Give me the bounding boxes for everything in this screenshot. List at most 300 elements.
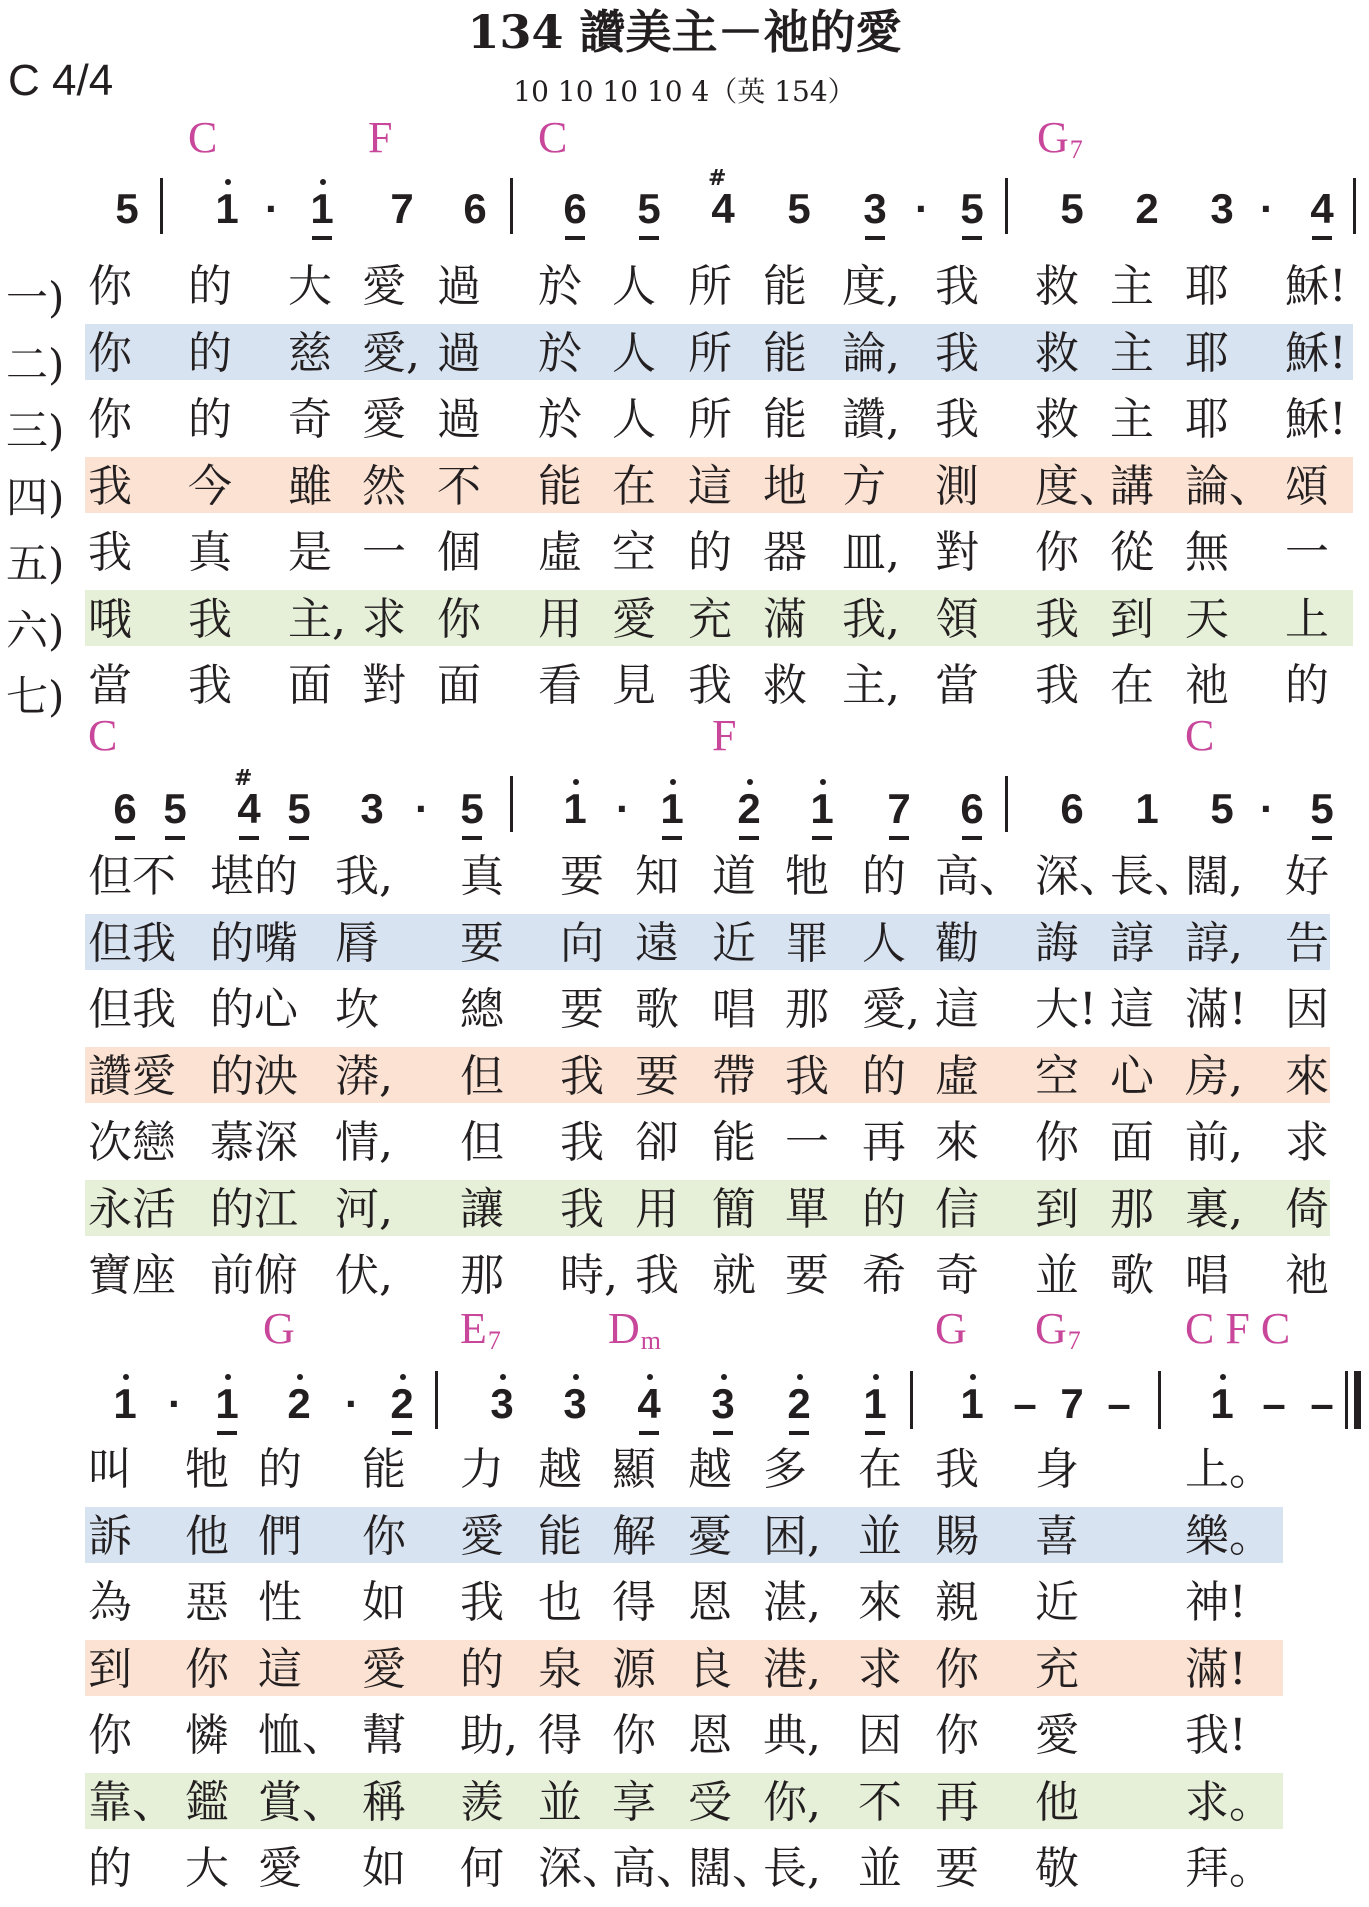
- lyric-char: 救: [763, 660, 807, 711]
- lyric-char: 永活: [88, 1183, 176, 1235]
- lyric-char: 滿!: [1185, 984, 1247, 1035]
- lyric-char: 充: [688, 593, 732, 645]
- verse-number: 七): [6, 672, 65, 721]
- lyric-char: 來: [858, 1577, 902, 1628]
- lyric-char: 耶: [1185, 261, 1229, 312]
- lyric-char: 我: [460, 1577, 504, 1628]
- verse-number: 一): [6, 273, 65, 322]
- lyric-char: 地: [763, 460, 807, 512]
- lyric-char: 當: [935, 660, 979, 711]
- lyric-char: 敬: [1035, 1843, 1079, 1894]
- lyric-char: 再: [935, 1776, 979, 1828]
- lyric-char: 我: [688, 660, 732, 711]
- lyric-char: 助,: [460, 1710, 518, 1761]
- note: 5: [632, 188, 666, 230]
- key-signature: C 4/4: [8, 56, 114, 105]
- note: –: [1107, 1380, 1131, 1427]
- lyric-char: 真: [460, 851, 504, 902]
- lyric-char: 我: [560, 1183, 604, 1235]
- lyric-char: 歌: [1110, 1250, 1154, 1301]
- lyric-char: 單: [785, 1183, 829, 1235]
- note: 3: [360, 785, 384, 832]
- lyric-char: 受: [688, 1776, 732, 1828]
- lyric-char: 主: [1110, 394, 1154, 445]
- note: 6: [955, 788, 989, 830]
- barline: [1158, 1371, 1161, 1429]
- chord-symbol: $G_7$: [1035, 1304, 1081, 1355]
- lyric-char: 不: [858, 1776, 902, 1828]
- note: –: [1310, 1380, 1334, 1427]
- note: 2: [282, 1383, 316, 1425]
- note: 5: [115, 185, 139, 232]
- lyric-char: 那: [1110, 1183, 1154, 1235]
- lyric-char: 我: [88, 527, 132, 578]
- lyric-char: 真: [188, 527, 232, 578]
- lyric-char: 一: [362, 527, 406, 578]
- lyric-char: 羨: [460, 1776, 504, 1828]
- note: 4: [232, 788, 266, 830]
- lyric-char: 誨: [1035, 917, 1079, 969]
- lyric-char: 你: [437, 593, 481, 645]
- lyric-char: 我: [635, 1250, 679, 1301]
- lyric-char: 的江: [210, 1183, 298, 1235]
- lyric-char: 信: [935, 1183, 979, 1235]
- note: 2: [732, 788, 766, 830]
- note: 1: [558, 788, 592, 830]
- note: 6: [558, 188, 592, 230]
- lyric-char: 幫: [362, 1710, 406, 1761]
- lyric-char: 鑑: [185, 1776, 229, 1828]
- lyric-char: 祂: [1185, 660, 1229, 711]
- lyric-char: 求: [858, 1643, 902, 1695]
- lyric-char: 雖: [288, 460, 332, 512]
- lyric-char: 我: [935, 261, 979, 312]
- octave-dot: [647, 1374, 653, 1380]
- lyric-char: 大: [288, 261, 332, 312]
- octave-dot: [721, 1374, 727, 1380]
- lyric-char: 闊,: [1185, 851, 1243, 902]
- lyric-char: 器: [763, 527, 807, 578]
- octave-dot: [297, 1374, 303, 1380]
- lyric-char: 寶座: [88, 1250, 176, 1301]
- note: 1: [805, 788, 839, 830]
- lyric-char: 你: [612, 1710, 656, 1761]
- lyric-char: 過: [437, 394, 481, 445]
- lyric-char: 靠、: [88, 1776, 176, 1828]
- barline: [1005, 776, 1008, 832]
- lyric-char: 你: [88, 394, 132, 445]
- lyric-char: 泉: [538, 1643, 582, 1695]
- lyric-char: 良: [688, 1643, 732, 1695]
- octave-dot: [970, 1374, 976, 1380]
- lyric-char: 要: [560, 851, 604, 902]
- lyric-char: 前,: [1185, 1117, 1243, 1168]
- octave-dot: [797, 1374, 803, 1380]
- lyric-char: 方: [842, 460, 886, 512]
- lyric-char: 但我: [88, 917, 176, 969]
- lyric-char: 典,: [763, 1710, 821, 1761]
- chord-quality: m: [640, 1326, 662, 1355]
- lyric-char: 我: [1035, 593, 1079, 645]
- barline: [510, 178, 513, 234]
- lyric-char: 見: [612, 660, 656, 711]
- lyric-char: 救: [1035, 261, 1079, 312]
- lyric-char: 樂。: [1185, 1510, 1273, 1562]
- lyric-char: 越: [688, 1444, 732, 1495]
- hymn-title: 134 讚美主－祂的愛: [467, 5, 902, 59]
- lyric-char: 於: [538, 327, 582, 379]
- lyric-char: 能: [763, 327, 807, 379]
- lyric-char: 空: [612, 527, 656, 578]
- note: ·: [915, 185, 929, 232]
- lyric-char: 這: [1110, 984, 1154, 1035]
- lyric-char: 你: [88, 1710, 132, 1761]
- note: 4: [711, 185, 735, 232]
- octave-dot: [225, 179, 231, 185]
- note: 1: [210, 188, 244, 230]
- lyric-char: 到: [88, 1643, 132, 1695]
- lyric-char: 伏,: [335, 1250, 393, 1301]
- lyric-char: 你: [935, 1643, 979, 1695]
- lyric-char: 你: [185, 1643, 229, 1695]
- chord-quality: 7: [1069, 135, 1083, 164]
- lyric-char: 我!: [1185, 1710, 1247, 1761]
- barline: [510, 776, 513, 832]
- lyric-char: 身: [1035, 1444, 1079, 1495]
- lyric-char: 在: [612, 460, 656, 512]
- lyric-char: 主: [1110, 261, 1154, 312]
- lyric-char: 人: [862, 917, 906, 969]
- lyric-char: 讚愛: [88, 1050, 176, 1102]
- lyric-char: 多: [763, 1444, 807, 1495]
- lyric-char: 我: [935, 327, 979, 379]
- lyric-char: 的: [258, 1444, 302, 1495]
- lyric-char: 領: [935, 593, 979, 645]
- lyric-char: 諄: [1110, 917, 1154, 969]
- lyric-char: 面: [437, 660, 481, 711]
- lyric-char: 總: [460, 984, 504, 1035]
- chord-symbol: G: [935, 1304, 967, 1353]
- lyric-char: 為: [88, 1577, 132, 1628]
- lyric-char: 的泱: [210, 1050, 298, 1102]
- lyric-char: 愛: [362, 394, 406, 445]
- lyric-char: 要: [935, 1843, 979, 1894]
- lyric-char: 那: [460, 1250, 504, 1301]
- lyric-char: 但: [460, 1117, 504, 1168]
- chord-symbol: C: [188, 113, 218, 162]
- lyric-char: 叫: [88, 1444, 132, 1495]
- lyric-char: 漭,: [335, 1050, 393, 1102]
- lyric-char: 訴: [88, 1510, 132, 1562]
- lyric-char: 大!: [1035, 984, 1097, 1035]
- lyric-char: 源: [612, 1643, 656, 1695]
- lyric-char: 我: [560, 1117, 604, 1168]
- lyric-char: 我,: [842, 593, 900, 645]
- lyric-char: 我: [935, 1444, 979, 1495]
- lyric-char: 的: [188, 394, 232, 445]
- lyric-char: 虛: [538, 527, 582, 578]
- lyric-char: 情,: [335, 1117, 393, 1168]
- lyric-char: 所: [688, 327, 732, 379]
- lyric-char: 高、: [612, 1843, 700, 1894]
- lyric-char: 我: [188, 593, 232, 645]
- lyric-char: 憂: [688, 1510, 732, 1562]
- chord-symbol: G: [263, 1304, 295, 1353]
- lyric-char: 港,: [763, 1643, 821, 1695]
- note: 5: [955, 188, 989, 230]
- lyric-char: 的: [862, 1183, 906, 1235]
- lyric-char: 無: [1185, 527, 1229, 578]
- lyric-char: 並: [858, 1843, 902, 1894]
- lyric-char: 能: [763, 261, 807, 312]
- lyric-char: 知: [635, 851, 679, 902]
- lyric-char: 到: [1110, 593, 1154, 645]
- lyric-char: 人: [612, 261, 656, 312]
- lyric-char: 好: [1285, 851, 1329, 902]
- lyric-char: 賜: [935, 1510, 979, 1562]
- lyric-char: 度,: [842, 261, 900, 312]
- chord-symbol: $D_m$: [608, 1304, 662, 1355]
- note: 5: [1305, 788, 1339, 830]
- lyric-char: 要: [560, 984, 604, 1035]
- octave-dot: [820, 779, 826, 785]
- lyric-char: 闊、: [688, 1843, 776, 1894]
- barline: [435, 1371, 438, 1429]
- sharp-sign: #: [708, 166, 727, 191]
- lyric-char: 從: [1110, 527, 1154, 578]
- lyric-char: 愛: [460, 1510, 504, 1562]
- lyric-char: 解: [612, 1510, 656, 1562]
- lyric-char: 遠: [635, 917, 679, 969]
- note: ·: [168, 1380, 182, 1427]
- note: 2: [1135, 185, 1159, 232]
- lyric-char: 充: [1035, 1643, 1079, 1695]
- lyric-char: 他: [1035, 1776, 1079, 1828]
- lyric-char: 喜: [1035, 1510, 1079, 1562]
- lyric-char: 能: [712, 1117, 756, 1168]
- lyric-char: 當: [88, 660, 132, 711]
- octave-dot: [320, 179, 326, 185]
- lyric-char: 如: [362, 1577, 406, 1628]
- lyric-char: 看: [538, 660, 582, 711]
- lyric-char: 於: [538, 394, 582, 445]
- note: 7: [882, 788, 916, 830]
- lyric-char: 你: [88, 261, 132, 312]
- lyric-char: 祂: [1285, 1250, 1329, 1301]
- note: 5: [787, 185, 811, 232]
- lyric-char: 論,: [842, 327, 900, 379]
- lyric-char: 卻: [635, 1117, 679, 1168]
- note: 3: [706, 1383, 740, 1425]
- chord-symbol: C: [1185, 711, 1215, 760]
- barline: [160, 178, 163, 234]
- lyric-char: 主,: [842, 660, 900, 711]
- note: ·: [415, 785, 429, 832]
- lyric-char: 愛,: [362, 327, 420, 379]
- octave-dot: [573, 779, 579, 785]
- lyric-char: 對: [362, 660, 406, 711]
- lyric-char: 性: [258, 1577, 302, 1628]
- chord-symbol: C: [538, 113, 568, 162]
- lyric-char: 向: [560, 917, 604, 969]
- lyric-char: 是: [288, 527, 332, 578]
- lyric-char: 這: [688, 460, 732, 512]
- lyric-char: 面: [288, 660, 332, 711]
- lyric-char: 帶: [712, 1050, 756, 1102]
- lyric-char: 面: [1110, 1117, 1154, 1168]
- lyric-char: 耶: [1185, 327, 1229, 379]
- lyric-char: 近: [712, 917, 756, 969]
- lyric-char: 來: [935, 1117, 979, 1168]
- octave-dot: [123, 1374, 129, 1380]
- lyric-char: 我: [935, 394, 979, 445]
- lyric-char: 道: [712, 851, 756, 902]
- lyric-char: 愛: [258, 1843, 302, 1894]
- lyric-char: 不: [437, 460, 481, 512]
- lyric-char: 頌: [1285, 460, 1329, 512]
- lyric-char: 能: [538, 1510, 582, 1562]
- note: ·: [345, 1380, 359, 1427]
- lyric-char: 賞、: [258, 1776, 346, 1828]
- lyric-char: 主: [1110, 327, 1154, 379]
- lyric-char: 用: [538, 593, 582, 645]
- lyric-char: 越: [538, 1444, 582, 1495]
- lyric-char: 上: [1285, 593, 1329, 645]
- lyric-char: 滿: [763, 593, 807, 645]
- lyric-char: 的: [460, 1643, 504, 1695]
- lyric-char: 你: [935, 1710, 979, 1761]
- note: 1: [1205, 1383, 1239, 1425]
- verse-number: 四): [6, 472, 65, 522]
- lyric-char: 奇: [288, 394, 332, 445]
- verse-number: 五): [6, 539, 65, 588]
- lyric-char: 但: [460, 1050, 504, 1102]
- octave-dot: [1220, 1374, 1226, 1380]
- lyric-char: 牠: [785, 851, 829, 902]
- lyric-char: 的: [862, 851, 906, 902]
- lyric-char: 得: [538, 1710, 582, 1761]
- lyric-char: 講: [1110, 460, 1154, 512]
- note: 3: [858, 188, 892, 230]
- lyric-char: 因: [858, 1710, 902, 1761]
- lyric-char: 勸: [935, 917, 979, 969]
- lyric-char: 今: [188, 460, 232, 512]
- lyric-char: 要: [785, 1250, 829, 1301]
- lyric-char: 論、: [1185, 460, 1273, 512]
- lyric-char: 我: [560, 1050, 604, 1102]
- lyric-char: 稱: [362, 1776, 406, 1828]
- note: ·: [616, 785, 630, 832]
- note: ·: [1260, 785, 1274, 832]
- lyric-char: 的: [188, 327, 232, 379]
- lyric-char: 享: [612, 1776, 656, 1828]
- note: 1: [858, 1383, 892, 1425]
- lyric-char: 湛,: [763, 1577, 821, 1628]
- lyric-char: 深、: [538, 1843, 626, 1894]
- lyric-char: 穌!: [1285, 261, 1347, 312]
- lyric-char: 牠: [185, 1444, 229, 1495]
- lyric-char: 的: [88, 1843, 132, 1894]
- lyric-char: 愛: [612, 593, 656, 645]
- note: 2: [385, 1383, 419, 1425]
- lyric-char: 希: [862, 1250, 906, 1301]
- lyric-char: 測: [935, 460, 979, 512]
- lyric-char: 顯: [612, 1444, 656, 1495]
- chord-quality: 7: [487, 1326, 501, 1355]
- lyric-char: 的心: [210, 984, 298, 1035]
- lyric-char: 歌: [635, 984, 679, 1035]
- lyric-char: 皿,: [842, 527, 900, 578]
- barline: [1345, 1371, 1348, 1429]
- lyric-char: 人: [612, 394, 656, 445]
- lyric-char: 我: [88, 460, 132, 512]
- lyric-char: 慕深: [210, 1117, 298, 1168]
- lyric-char: 天: [1185, 593, 1229, 645]
- lyric-char: 哦: [88, 593, 132, 645]
- lyric-char: 但不: [88, 851, 176, 902]
- verse-number: 三): [6, 406, 65, 455]
- lyric-char: 裏,: [1185, 1183, 1243, 1235]
- lyric-char: 於: [538, 261, 582, 312]
- lyric-char: 過: [437, 327, 481, 379]
- octave-dot: [400, 1374, 406, 1380]
- lyric-char: 我,: [335, 851, 393, 902]
- lyric-char: 們: [258, 1510, 302, 1562]
- final-barline: [1354, 1371, 1361, 1429]
- lyric-char: 房,: [1185, 1050, 1243, 1102]
- note: 6: [463, 185, 487, 232]
- lyric-char: 簡: [712, 1183, 756, 1235]
- lyric-char: 因: [1285, 984, 1329, 1035]
- lyric-char: 過: [437, 261, 481, 312]
- lyric-char: 讚,: [842, 394, 900, 445]
- lyric-char: 個: [437, 527, 481, 578]
- octave-dot: [873, 1374, 879, 1380]
- lyric-char: 愛: [1035, 1710, 1079, 1761]
- lyric-char: 何: [460, 1843, 504, 1894]
- lyric-char: 你: [88, 327, 132, 379]
- lyric-char: 並: [1035, 1250, 1079, 1301]
- note: 5: [455, 788, 489, 830]
- note: 4: [1305, 188, 1339, 230]
- lyric-char: 在: [1110, 660, 1154, 711]
- lyric-char: 神!: [1185, 1577, 1247, 1628]
- note: 5: [282, 788, 316, 830]
- note: 5: [1210, 785, 1234, 832]
- lyric-char: 用: [635, 1183, 679, 1235]
- lyric-char: 耶: [1185, 394, 1229, 445]
- octave-dot: [670, 779, 676, 785]
- lyric-char: 救: [1035, 327, 1079, 379]
- lyric-char: 長、: [1110, 851, 1198, 902]
- lyric-char: 上。: [1185, 1444, 1273, 1495]
- lyric-char: 的嘴: [210, 917, 298, 969]
- lyric-char: 脣: [335, 917, 379, 969]
- lyric-char: 高、: [935, 851, 1023, 902]
- lyric-char: 來: [1285, 1050, 1329, 1102]
- lyric-char: 心: [1110, 1050, 1154, 1102]
- lyric-char: 一: [785, 1117, 829, 1168]
- lyric-char: 的: [688, 527, 732, 578]
- lyric-char: 人: [612, 327, 656, 379]
- lyric-char: 能: [362, 1444, 406, 1495]
- lyric-char: 能: [763, 394, 807, 445]
- lyric-char: 告: [1285, 917, 1329, 969]
- sharp-sign: #: [234, 766, 253, 791]
- lyric-char: 的: [862, 1050, 906, 1102]
- chord-symbol: C: [88, 711, 118, 760]
- lyric-char: 要: [460, 917, 504, 969]
